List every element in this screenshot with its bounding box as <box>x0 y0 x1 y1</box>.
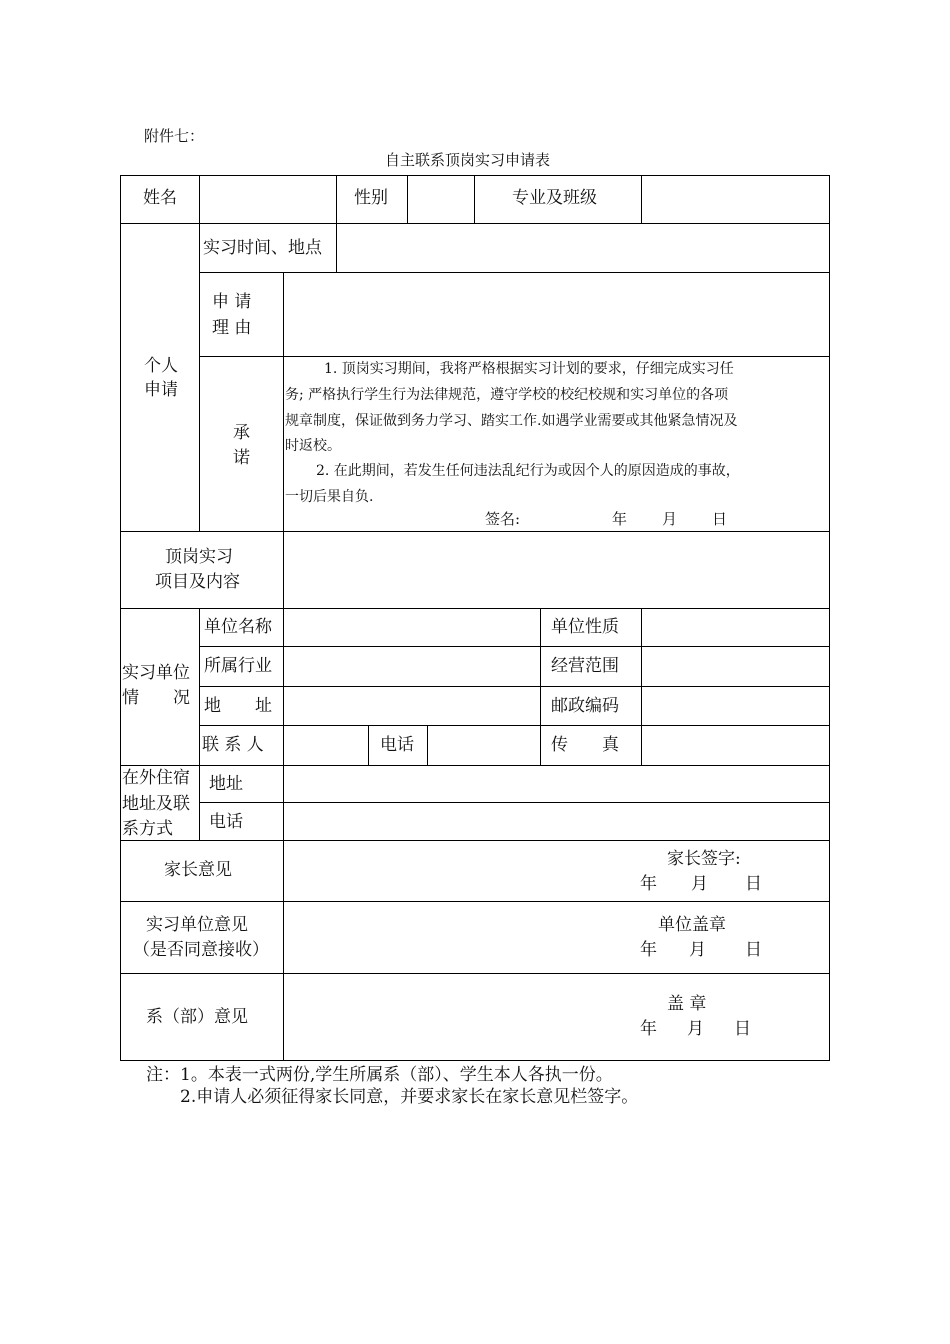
gender-label: 性别 <box>354 188 388 208</box>
address-label: 地 址 <box>204 696 272 716</box>
parent-label: 家长意见 <box>164 860 232 880</box>
fax-label: 传 真 <box>551 735 619 755</box>
pledge-year: 年 <box>612 510 628 528</box>
parent-sign-label: 家长签字: <box>667 849 741 869</box>
reason-label-1: 申 请 <box>212 292 252 312</box>
lodging-address-label: 地址 <box>209 774 243 794</box>
phone-field[interactable] <box>428 726 540 765</box>
pledge-line-4: 时返校。 <box>285 438 341 454</box>
company-day: 日 <box>745 940 762 960</box>
lodging-phone-label: 电话 <box>209 812 243 832</box>
dept-year: 年 <box>640 1019 657 1039</box>
name-label: 姓名 <box>143 188 177 208</box>
scope-field[interactable] <box>642 647 829 686</box>
gender-field[interactable] <box>408 176 474 223</box>
industry-field[interactable] <box>284 647 540 686</box>
unit-name-label: 单位名称 <box>204 617 272 637</box>
contact-field[interactable] <box>284 726 368 765</box>
lodging-label-2: 地址及联 <box>122 794 190 814</box>
lodging-label-3: 系方式 <box>122 819 173 839</box>
industry-label: 所属行业 <box>204 656 272 676</box>
lodging-phone-field[interactable] <box>284 803 829 840</box>
address-field[interactable] <box>284 687 540 725</box>
company-year: 年 <box>640 940 657 960</box>
company-label-2: （是否同意接收） <box>133 940 269 960</box>
name-field[interactable] <box>200 176 336 223</box>
pledge-label-2: 诺 <box>233 448 250 468</box>
company-month: 月 <box>689 940 706 960</box>
company-label-1: 实习单位意见 <box>146 915 248 935</box>
note-1: 注：1。本表一式两份,学生所属系（部）、学生本人各执一份。 <box>146 1065 613 1085</box>
unit-label-1: 实习单位 <box>122 663 190 683</box>
personal-label-2: 申请 <box>144 380 178 400</box>
pledge-line-5: 2. 在此期间，若发生任何违法乱纪行为或因个人的原因造成的事故， <box>316 463 740 479</box>
company-field[interactable] <box>284 902 829 973</box>
dept-stamp-label: 盖 章 <box>667 994 707 1014</box>
time-place-label: 实习时间、地点 <box>203 238 322 258</box>
reason-label-2: 理 由 <box>212 318 252 338</box>
unit-label-2: 情 况 <box>122 688 190 708</box>
unit-name-field[interactable] <box>284 609 540 646</box>
pledge-label-1: 承 <box>233 423 250 443</box>
scope-label: 经营范围 <box>551 656 619 676</box>
major-class-field[interactable] <box>642 176 829 223</box>
postcode-field[interactable] <box>642 687 829 725</box>
pledge-day: 日 <box>712 510 728 528</box>
dept-field[interactable] <box>284 974 829 1060</box>
parent-month: 月 <box>691 874 708 894</box>
parent-day: 日 <box>745 874 762 894</box>
pledge-line-1: 1. 顶岗实习期间，我将严格根据实习计划的要求，仔细完成实习任 <box>324 361 734 377</box>
reason-field[interactable] <box>284 273 829 356</box>
attachment-label: 附件七： <box>144 127 205 145</box>
dept-label: 系（部）意见 <box>146 1007 248 1027</box>
time-place-field[interactable] <box>337 224 829 272</box>
unit-nature-field[interactable] <box>642 609 829 646</box>
lodging-address-field[interactable] <box>284 766 829 802</box>
pledge-sign-label: 签名: <box>485 510 521 528</box>
parent-year: 年 <box>640 874 657 894</box>
dept-month: 月 <box>687 1019 704 1039</box>
fax-field[interactable] <box>642 726 829 765</box>
postcode-label: 邮政编码 <box>551 696 619 716</box>
major-class-label: 专业及班级 <box>512 188 597 208</box>
project-label-2: 项目及内容 <box>155 572 240 592</box>
project-field[interactable] <box>284 532 829 608</box>
phone-label: 电话 <box>380 735 414 755</box>
pledge-line-6: 一切后果自负. <box>285 489 374 505</box>
pledge-line-2: 务; 严格执行学生行为法律规范，遵守学校的校纪校规和实习单位的各项 <box>285 387 729 403</box>
company-stamp-label: 单位盖章 <box>658 915 726 935</box>
unit-nature-label: 单位性质 <box>551 617 619 637</box>
note-2: 2.申请人必须征得家长同意，并要求家长在家长意见栏签字。 <box>180 1087 639 1107</box>
pledge-line-3: 规章制度，保证做到务力学习、踏实工作.如遇学业需要或其他紧急情况及 <box>285 413 738 429</box>
personal-label-1: 个人 <box>144 356 178 376</box>
pledge-month: 月 <box>662 510 678 528</box>
lodging-label-1: 在外住宿 <box>122 768 190 788</box>
dept-day: 日 <box>734 1019 751 1039</box>
contact-label: 联 系 人 <box>202 735 264 755</box>
project-label-1: 顶岗实习 <box>165 547 233 567</box>
form-title: 自主联系顶岗实习申请表 <box>385 151 551 169</box>
